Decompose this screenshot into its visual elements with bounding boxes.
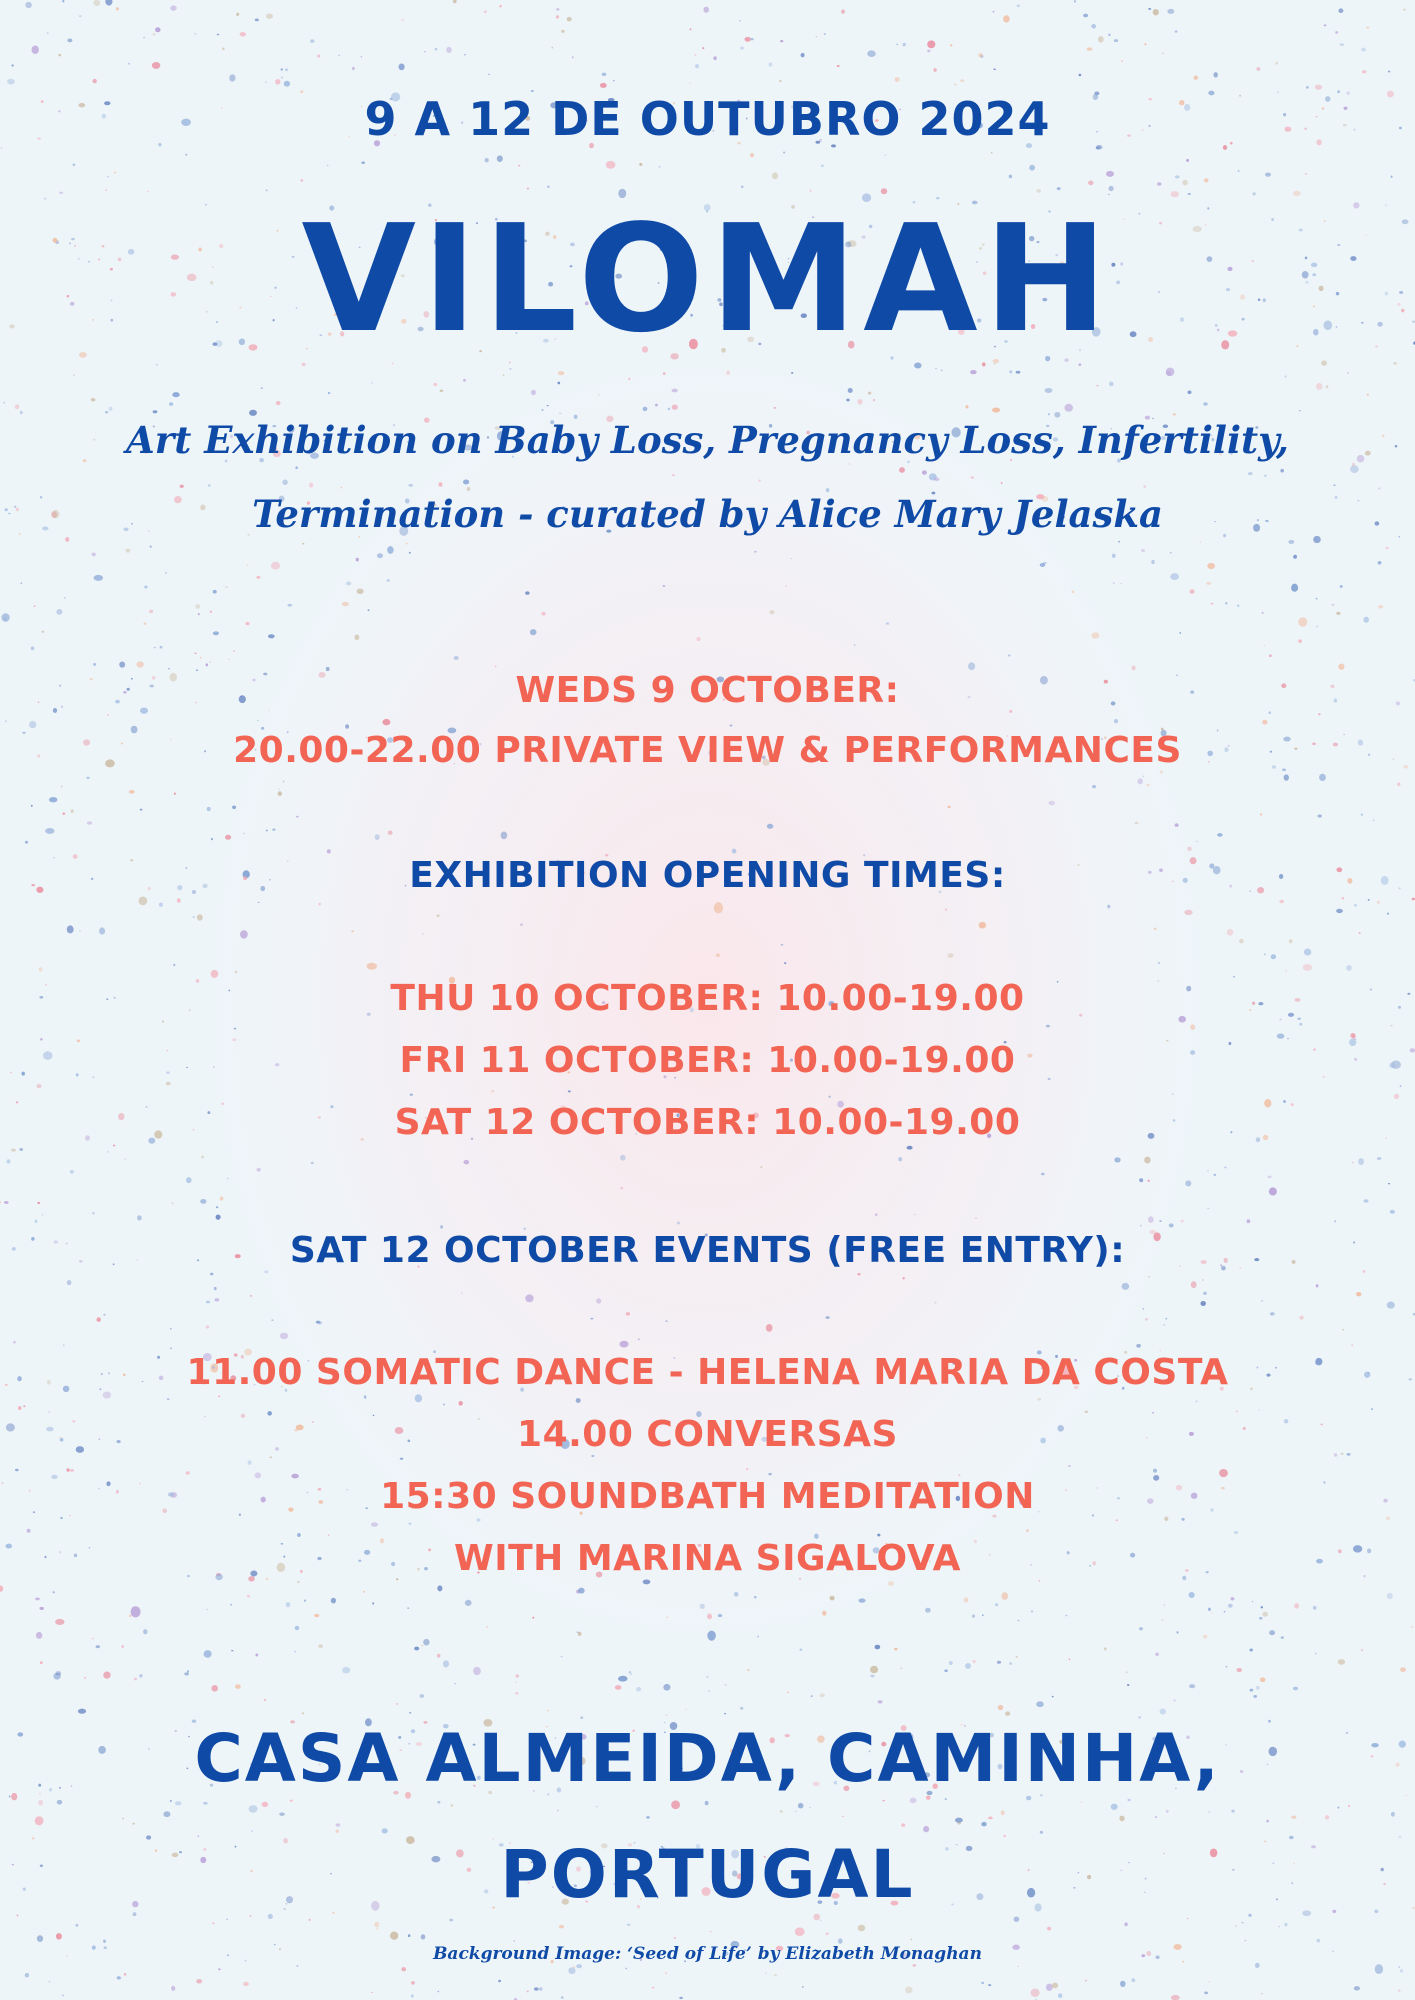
event-dates: 9 A 12 DE OUTUBRO 2024	[364, 92, 1051, 146]
opening-time-friday: FRI 11 OCTOBER: 10.00-19.00	[399, 1040, 1016, 1081]
event-item: 11.00 SOMATIC DANCE - HELENA MARIA DA COSTA	[186, 1352, 1229, 1393]
background-image-credit: Background Image: ‘Seed of Life’ by Elizabeth Monaghan	[433, 1944, 982, 1964]
events-heading: SAT 12 OCTOBER EVENTS (FREE ENTRY):	[289, 1230, 1126, 1271]
exhibition-title: VILOMAH	[301, 193, 1114, 365]
event-item: 14.00 CONVERSAS	[517, 1414, 898, 1455]
opening-times-heading: EXHIBITION OPENING TIMES:	[409, 855, 1006, 896]
opening-night-day: WEDS 9 OCTOBER:	[515, 670, 900, 711]
opening-time-saturday: SAT 12 OCTOBER: 10.00-19.00	[394, 1102, 1021, 1143]
venue-line-2: PORTUGAL	[500, 1836, 915, 1913]
opening-night-details: 20.00-22.00 PRIVATE VIEW & PERFORMANCES	[233, 730, 1182, 771]
event-item: WITH MARINA SIGALOVA	[454, 1538, 961, 1579]
exhibition-subtitle-line-1: Art Exhibition on Baby Loss, Pregnancy Loss, Infertility,	[126, 418, 1289, 462]
opening-time-thursday: THU 10 OCTOBER: 10.00-19.00	[390, 978, 1025, 1019]
venue-line-1: CASA ALMEIDA, CAMINHA,	[194, 1720, 1221, 1797]
exhibition-subtitle-line-2: Termination - curated by Alice Mary Jelaska	[252, 492, 1163, 536]
event-item: 15:30 SOUNDBATH MEDITATION	[380, 1476, 1035, 1517]
